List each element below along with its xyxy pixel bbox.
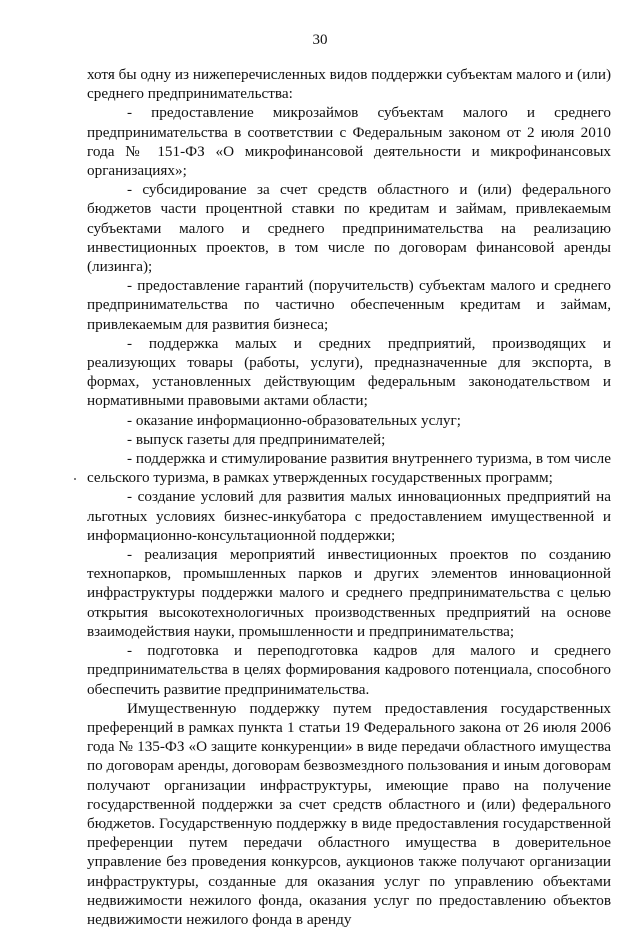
list-item-export-support: - поддержка малых и средних предприятий, производящих и реализующих товары (работы, услуги), предназначенные для экспорта, в формах, установленных действующим федеральным законодательством и нормативными правовыми актами области; <box>87 334 611 410</box>
paragraph-intro-continuation: хотя бы одну из нижеперечисленных видов поддержки субъектам малого и (или) среднего предпринимательства: <box>87 66 611 103</box>
list-item-business-incubator: - создание условий для развития малых инновационных предприятий на льготных условиях бизнес-инкубатора с предоставлением имущественной и информационно-консультационной поддержки; <box>87 488 611 544</box>
list-item-education-services: - оказание информационно-образовательных услуг; <box>127 411 461 429</box>
document-body <box>87 65 611 929</box>
list-item-guarantees: - предоставление гарантий (поручительств) субъектам малого и среднего предпринимательства по частично обеспеченным кредитам и займам, привлекаемым для развития бизнеса; <box>87 277 611 333</box>
scan-speck <box>74 478 76 480</box>
list-item-newspaper: - выпуск газеты для предпринимателей; <box>127 430 386 448</box>
paragraph-property-support: Имущественную поддержку путем предоставления государственных преференций в рамках пункта 1 статьи 19 Федерального закона от 26 июля 2006 года № 135-ФЗ «О защите конкуренции» в виде передачи областного имущества по договорам аренды, договорам безвозмездного пользования и иным договорам получают организации инфраструктуры, имеющие право на получение государственной поддержки за счет средств областного и (или) федерального бюджетов. Государственную поддержку в виде предоставления государственной преференции путем передачи областного имущества в доверительное управление без проведения конкурсов, аукционов также получают организации инфраструктуры, созданные для оказания услуг по управлению объектами недвижимости нежилого фонда, оказания услуг по предоставлению объектов недвижимости нежилого фонда в аренду <box>87 699 611 928</box>
list-item-technoparks: - реализация мероприятий инвестиционных проектов по созданию технопарков, промышленных парков и других элементов инновационной инфраструктуры поддержки малого и среднего предпринимательства с целью открытия высокотехнологичных производственных предприятий на основе взаимодействия науки, промышленности и предпринимательства; <box>87 546 611 640</box>
list-item-interest-subsidies: - субсидирование за счет средств областного и (или) федерального бюджетов части процентной ставки по кредитам и займам, привлекаемым субъектами малого и среднего предпринимательства на реализацию инвестиционных проектов, в том числе по договорам финансовой аренды (лизинга); <box>87 181 611 276</box>
list-item-staff-training: - подготовка и переподготовка кадров для малого и среднего предпринимательства в целях формирования кадрового потенциала, способного обеспечить развитие предпринимательства. <box>87 642 611 698</box>
page-number: 30 <box>312 32 328 48</box>
list-item-tourism: - поддержка и стимулирование развития внутреннего туризма, в том числе сельского туризма, в рамках утвержденных государственных программ; <box>87 450 611 487</box>
list-item-microloans: - предоставление микрозаймов субъектам малого и среднего предпринимательства в соответствии с Федеральным законом от 2 июля 2010 года № 151-ФЗ «О микрофинансовой деятельности и микрофинансовых организациях»; <box>87 104 611 180</box>
